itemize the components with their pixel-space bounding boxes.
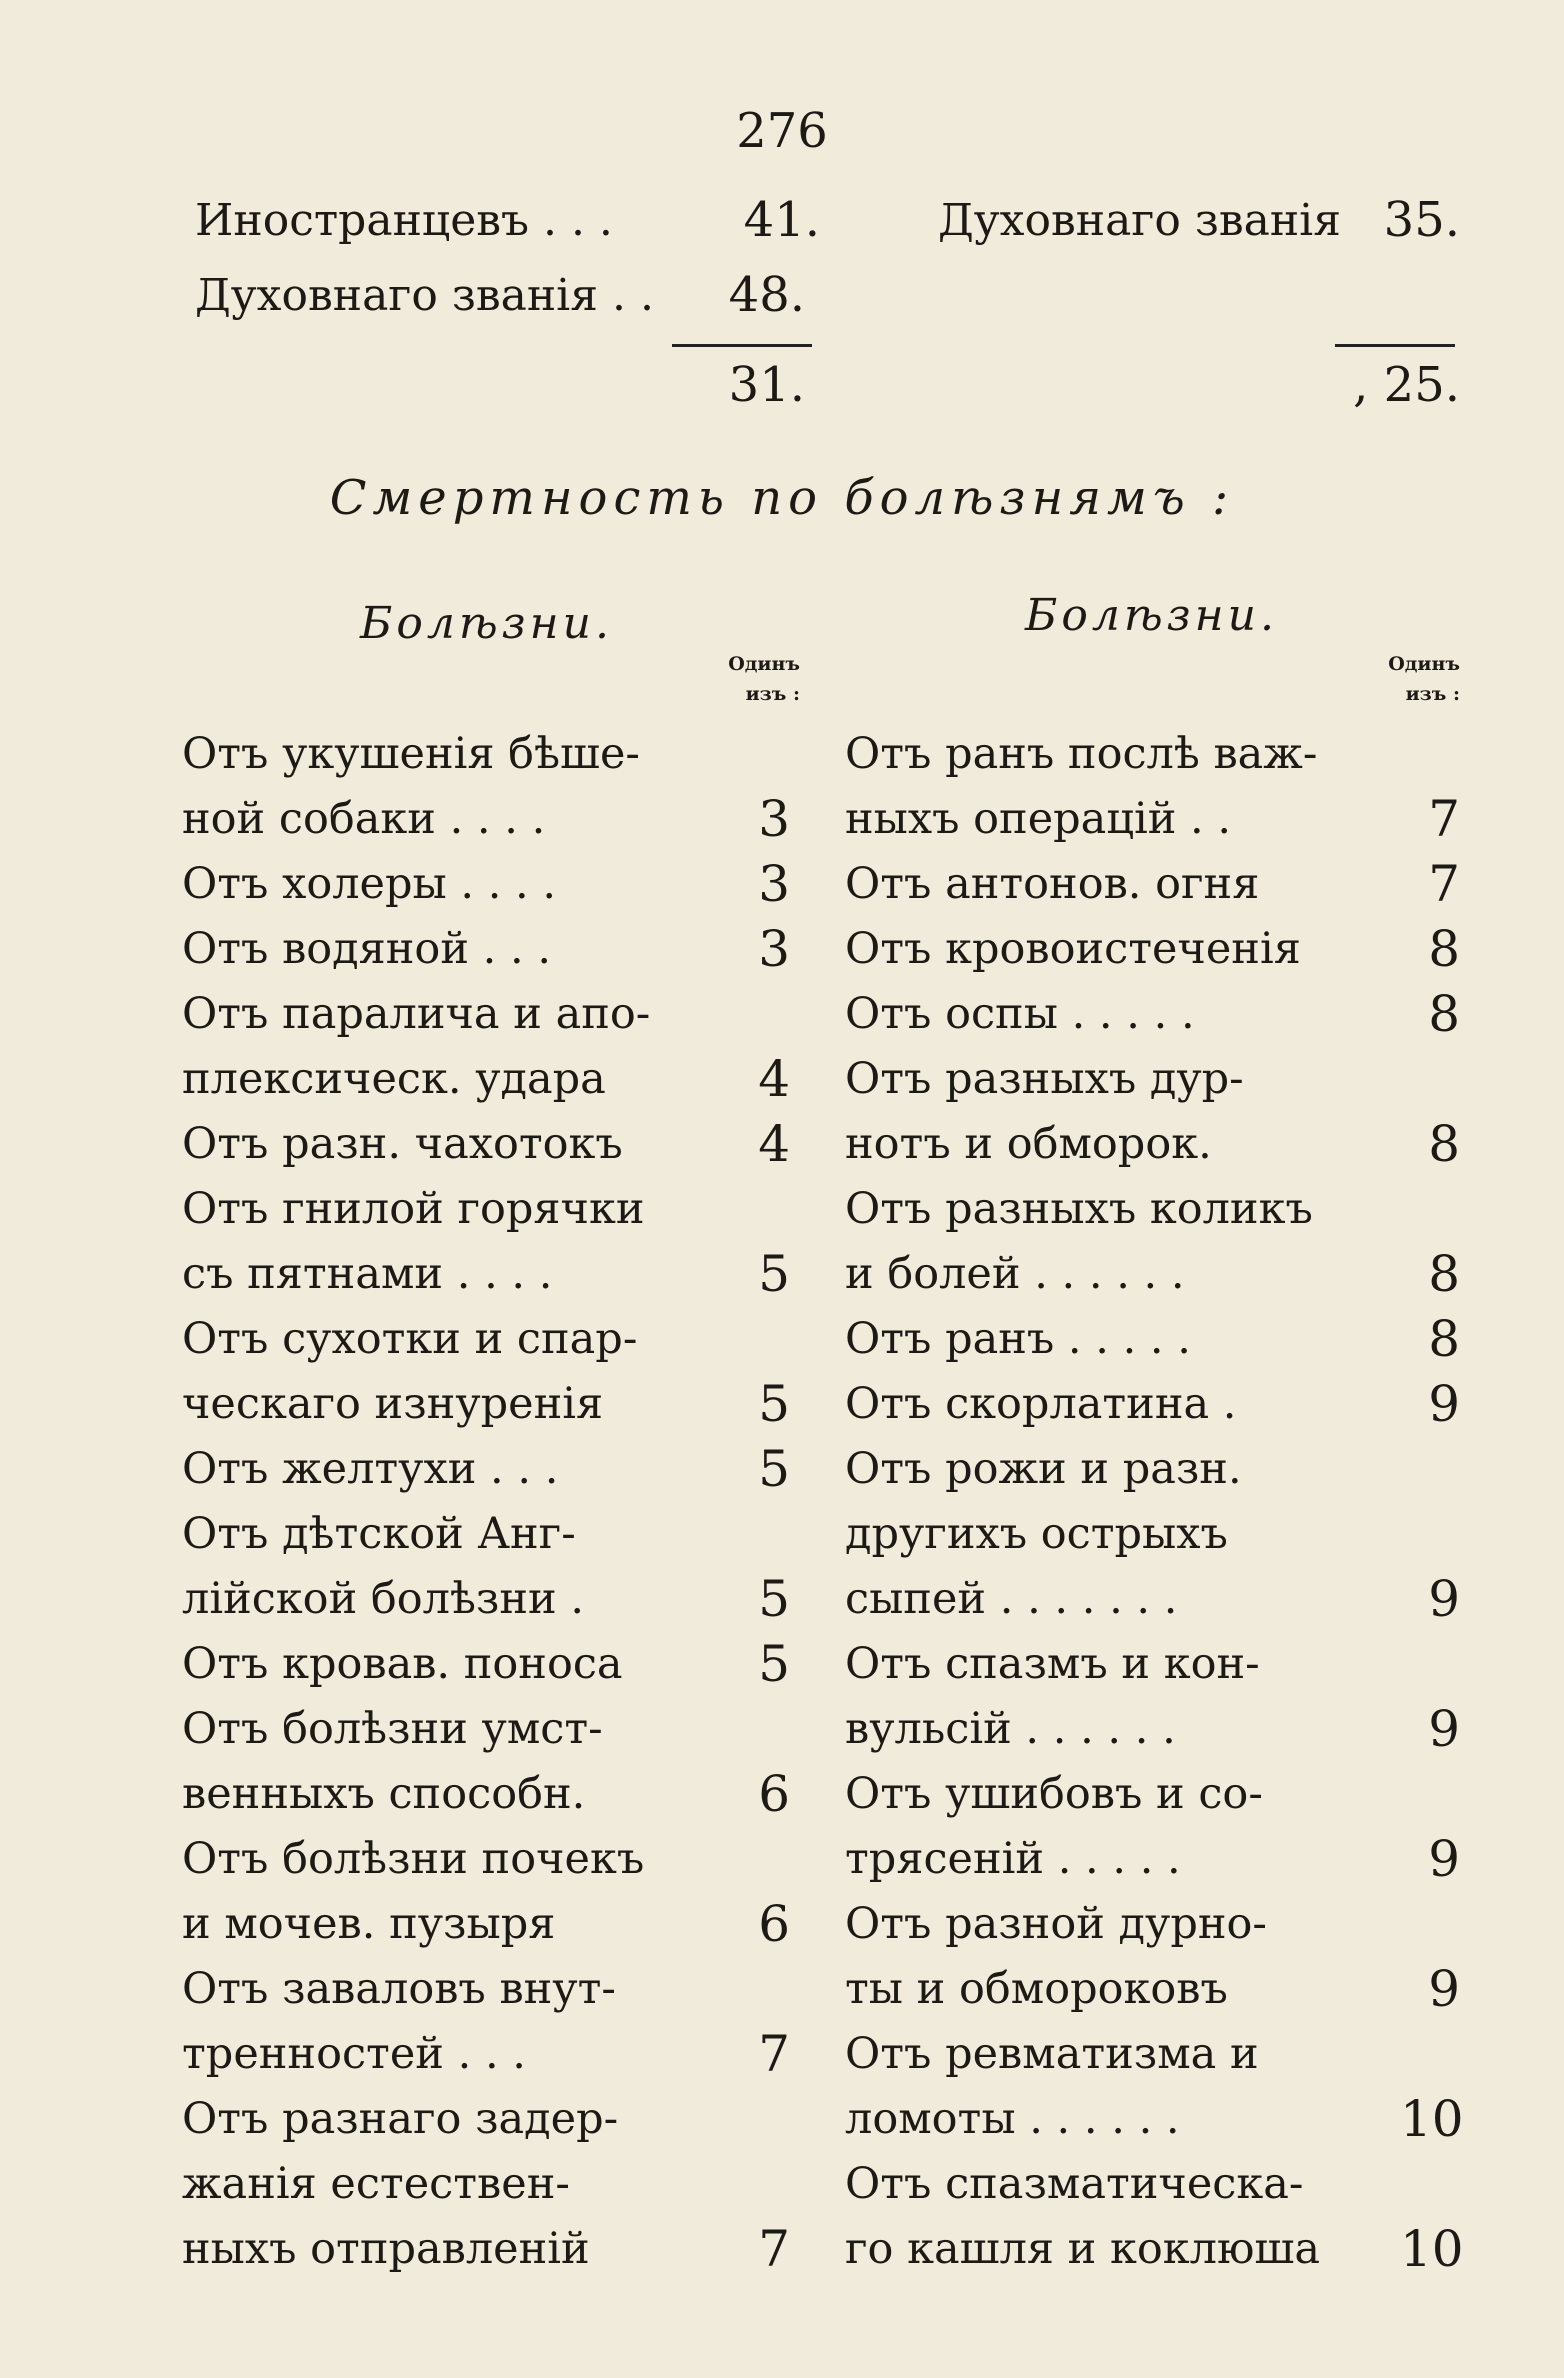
right-disease-line-text: другихъ острыхъ	[845, 1509, 1228, 1559]
right-disease-line-text: Отъ разныхъ дур-	[845, 1054, 1244, 1104]
left-disease-line-value: 5	[758, 1245, 790, 1303]
right-disease-line-text: Отъ ранъ послѣ важ-	[845, 729, 1318, 779]
left-disease-line-text: Отъ заваловъ внут-	[182, 1964, 616, 2014]
right-disease-line-value: 9	[1428, 1700, 1460, 1758]
left-disease-line-text: Отъ кровав. поноса	[182, 1639, 623, 1689]
left-disease-line-text: и мочев. пузыря	[182, 1899, 556, 1949]
left-disease-line-value: 4	[758, 1115, 790, 1173]
right-disease-line-value: 8	[1428, 1245, 1460, 1303]
right-disease-line-text: и болей . . . . . .	[845, 1249, 1185, 1299]
left-disease-line-value: 4	[758, 1050, 790, 1108]
left-disease-line-value: 5	[758, 1375, 790, 1433]
right-disease-line-value: 9	[1428, 1375, 1460, 1433]
right-disease-line-value: 7	[1428, 855, 1460, 913]
left-disease-line-value: 5	[758, 1635, 790, 1693]
left-disease-line-value: 7	[758, 2025, 790, 2083]
right-disease-line-value: 9	[1428, 1830, 1460, 1888]
right-disease-line-text: ты и обмороковъ	[845, 1964, 1228, 2014]
left-disease-line-text: съ пятнами . . . .	[182, 1249, 553, 1299]
summary-right-total: , 25.	[1353, 357, 1460, 413]
left-disease-line-value: 3	[758, 920, 790, 978]
right-disease-line-text: Отъ антонов. огня	[845, 859, 1260, 909]
summary-left-value-2: 48.	[728, 267, 805, 323]
right-disease-line-text: Отъ кровоистеченія	[845, 924, 1301, 974]
left-disease-line-value: 5	[758, 1440, 790, 1498]
right-disease-line-text: трясеній . . . . .	[845, 1834, 1181, 1884]
page-number: 276	[736, 103, 828, 159]
right-count-header-2: изъ :	[1405, 683, 1460, 705]
left-disease-line-text: Отъ гнилой горячки	[182, 1184, 645, 1234]
section-title: Смертность по болѣзнямъ :	[329, 470, 1235, 526]
right-disease-line-text: вульсій . . . . . .	[845, 1704, 1176, 1754]
left-disease-line-text: Отъ холеры . . . .	[182, 859, 557, 909]
summary-left-label-1: Иностранцевъ . . .	[195, 195, 613, 246]
left-disease-line-text: Отъ дѣтской Анг-	[182, 1509, 576, 1559]
left-disease-line-text: Отъ сухотки и спар-	[182, 1314, 638, 1364]
summary-left-label-2: Духовнаго званія . .	[195, 270, 654, 321]
left-disease-line-value: 7	[758, 2220, 790, 2278]
left-column-header: Болѣзни.	[360, 598, 613, 649]
right-disease-line-value: 7	[1428, 790, 1460, 848]
left-disease-line-text: ныхъ отправленій	[182, 2224, 590, 2274]
summary-right-value-1: 35.	[1383, 192, 1460, 248]
left-disease-line-text: плексическ. удара	[182, 1054, 606, 1104]
right-disease-line-value: 9	[1428, 1570, 1460, 1628]
left-disease-line-text: Отъ болѣзни почекъ	[182, 1834, 645, 1884]
right-disease-line-value: 9	[1428, 1960, 1460, 2018]
right-disease-line-text: Отъ рожи и разн.	[845, 1444, 1242, 1494]
left-disease-line-value: 5	[758, 1570, 790, 1628]
left-disease-line-text: Отъ укушенія бѣше-	[182, 729, 640, 779]
right-disease-line-text: ныхъ операцій . .	[845, 794, 1232, 844]
right-disease-line-text: Отъ разныхъ коликъ	[845, 1184, 1313, 1234]
right-disease-line-text: Отъ ревматизма и	[845, 2029, 1259, 2079]
left-disease-line-text: тренностей . . .	[182, 2029, 526, 2079]
summary-left-value-1: 41.	[743, 192, 820, 248]
right-column-header: Болѣзни.	[1025, 590, 1278, 641]
right-count-header-1: Одинъ	[1388, 653, 1460, 675]
left-disease-line-text: ческаго изнуренія	[182, 1379, 604, 1429]
left-disease-line-value: 6	[758, 1765, 790, 1823]
right-disease-line-text: ломоты . . . . . .	[845, 2094, 1180, 2144]
right-disease-line-text: Отъ скорлатина .	[845, 1379, 1237, 1429]
left-disease-line-text: жанія естествен-	[182, 2159, 570, 2209]
left-disease-line-text: Отъ разн. чахотокъ	[182, 1119, 623, 1169]
summary-left-rule	[672, 344, 812, 347]
left-count-header-2: изъ :	[745, 683, 800, 705]
left-disease-line-text: Отъ болѣзни умст-	[182, 1704, 603, 1754]
left-disease-line-value: 3	[758, 790, 790, 848]
left-disease-line-value: 6	[758, 1895, 790, 1953]
right-disease-line-value: 10	[1400, 2220, 1464, 2278]
summary-right-label-1: Духовнаго званія	[938, 195, 1341, 246]
right-disease-line-text: сыпей . . . . . . .	[845, 1574, 1178, 1624]
summary-right-rule	[1335, 344, 1455, 347]
summary-left-total: 31.	[728, 357, 805, 413]
right-disease-line-text: Отъ ушибовъ и со-	[845, 1769, 1263, 1819]
right-disease-line-text: Отъ спазматическа-	[845, 2159, 1304, 2209]
left-disease-line-text: Отъ водяной . . .	[182, 924, 551, 974]
right-disease-line-text: нотъ и обморок.	[845, 1119, 1212, 1169]
right-disease-line-value: 8	[1428, 985, 1460, 1043]
right-disease-line-value: 8	[1428, 1310, 1460, 1368]
right-disease-line-text: го кашля и коклюша	[845, 2224, 1321, 2274]
left-disease-line-text: ной собаки . . . .	[182, 794, 546, 844]
right-disease-line-value: 8	[1428, 920, 1460, 978]
left-disease-line-text: лійской болѣзни .	[182, 1574, 585, 1624]
left-disease-line-value: 3	[758, 855, 790, 913]
right-disease-line-value: 10	[1400, 2090, 1464, 2148]
left-disease-line-text: венныхъ способн.	[182, 1769, 586, 1819]
right-disease-line-value: 8	[1428, 1115, 1460, 1173]
right-disease-line-text: Отъ оспы . . . . .	[845, 989, 1195, 1039]
left-count-header-1: Одинъ	[728, 653, 800, 675]
right-disease-line-text: Отъ спазмъ и кон-	[845, 1639, 1260, 1689]
left-disease-line-text: Отъ разнаго задер-	[182, 2094, 619, 2144]
right-disease-line-text: Отъ разной дурно-	[845, 1899, 1267, 1949]
left-disease-line-text: Отъ желтухи . . .	[182, 1444, 559, 1494]
right-disease-line-text: Отъ ранъ . . . . .	[845, 1314, 1191, 1364]
left-disease-line-text: Отъ паралича и апо-	[182, 989, 651, 1039]
